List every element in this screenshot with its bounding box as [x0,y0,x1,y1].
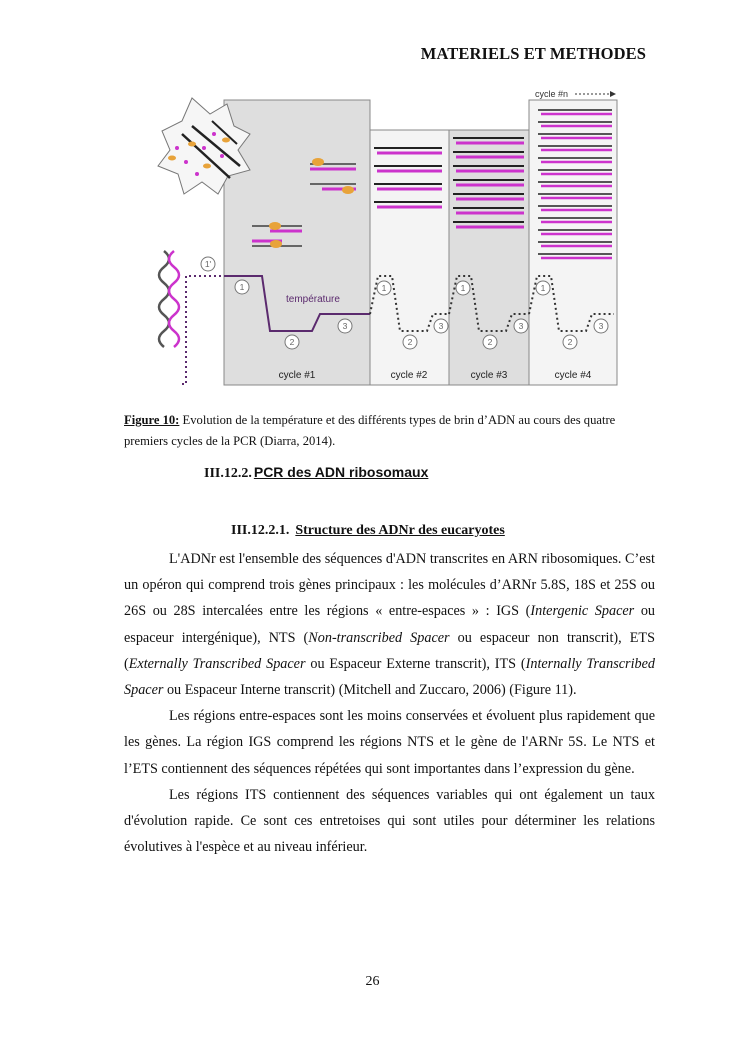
subsection-number: III.12.2.1. [231,523,290,538]
step-1-prime-marker: 1' [204,259,212,269]
section-heading [204,464,428,482]
dna-helix-icon [159,251,179,347]
step-1-marker: 1 [381,283,387,293]
paragraph-2: Les régions entre-espaces sont les moins conservées et évoluent plus rapidement que les gènes. La région IGS comprend les régions NTS et le gène de l'ARNr 5S. Le NTS et l’ETS contiennent des séquences répétées qui sont importantes dans l’expression du gène. [124,708,655,777]
subsection-heading [231,523,505,539]
running-header: MATERIELS ET METHODES [420,44,646,63]
cycle-n-label: cycle #n [535,89,569,99]
step-2-marker: 2 [407,337,413,347]
step-3-marker: 3 [342,321,348,331]
figure-label: Figure 10: [124,413,180,427]
subsection-title: Structure des ADNr des eucaryotes [295,523,505,538]
step-2-marker: 2 [567,337,573,347]
step-3-marker: 3 [598,321,604,331]
pcr-cycles-figure [152,86,618,390]
section-number: III.12.2. [204,466,252,481]
figure-caption-text: Evolution de la température et des différents types de brin d’ADN au cours des quatre premiers cycles de la PCR (Diarra, 2014). [124,413,616,448]
step-2-marker: 2 [487,337,493,347]
cycle-3-label: cycle #3 [470,370,508,381]
paragraph-3: Les régions ITS contiennent des séquences variables qui ont également un taux d'évolution rapide. Ce sont ces entretoises qui sont utiles pour déterminer les relations évolutives à l'espèce et au niveau inférieur. [124,786,655,856]
section-title: PCR des ADN ribosomaux [253,464,429,480]
step-1-marker: 1 [460,283,466,293]
initial-ramp [182,276,224,384]
step-3-marker: 3 [438,321,444,331]
temperature-label: température [286,294,340,305]
step-1-marker: 1 [540,283,546,293]
figure-caption [124,410,634,452]
paragraph-1: L'ADNr est l'ensemble des séquences d'ADN transcrites en ARN ribosomiques. C’est un opéron qui comprend trois gènes principaux : les molécules d’ARNr 5.8S, 18S et 25S ou 26S ou 28S intercalées entre les régions « entre-espaces » : IGS (Intergenic Spacer ou espaceur intergénique), NTS (Non-transcribed Spacer ou espaceur non transcrit), ETS (Externally Transcribed Spacer ou Espaceur Externe transcrit), ITS (Internally Transcribed Spacer ou Espaceur Interne transcrit) (Mitchell and Zuccaro, 2006) (Figure 11). [124,551,656,699]
cycle-1-label: cycle #1 [278,370,316,381]
step-2-marker: 2 [289,337,295,347]
step-3-marker: 3 [518,321,524,331]
body-text [124,546,655,860]
page-number: 26 [365,974,380,989]
cycle-2-label: cycle #2 [390,370,428,381]
step-1-marker: 1 [239,282,245,292]
cycle-4-label: cycle #4 [554,370,592,381]
